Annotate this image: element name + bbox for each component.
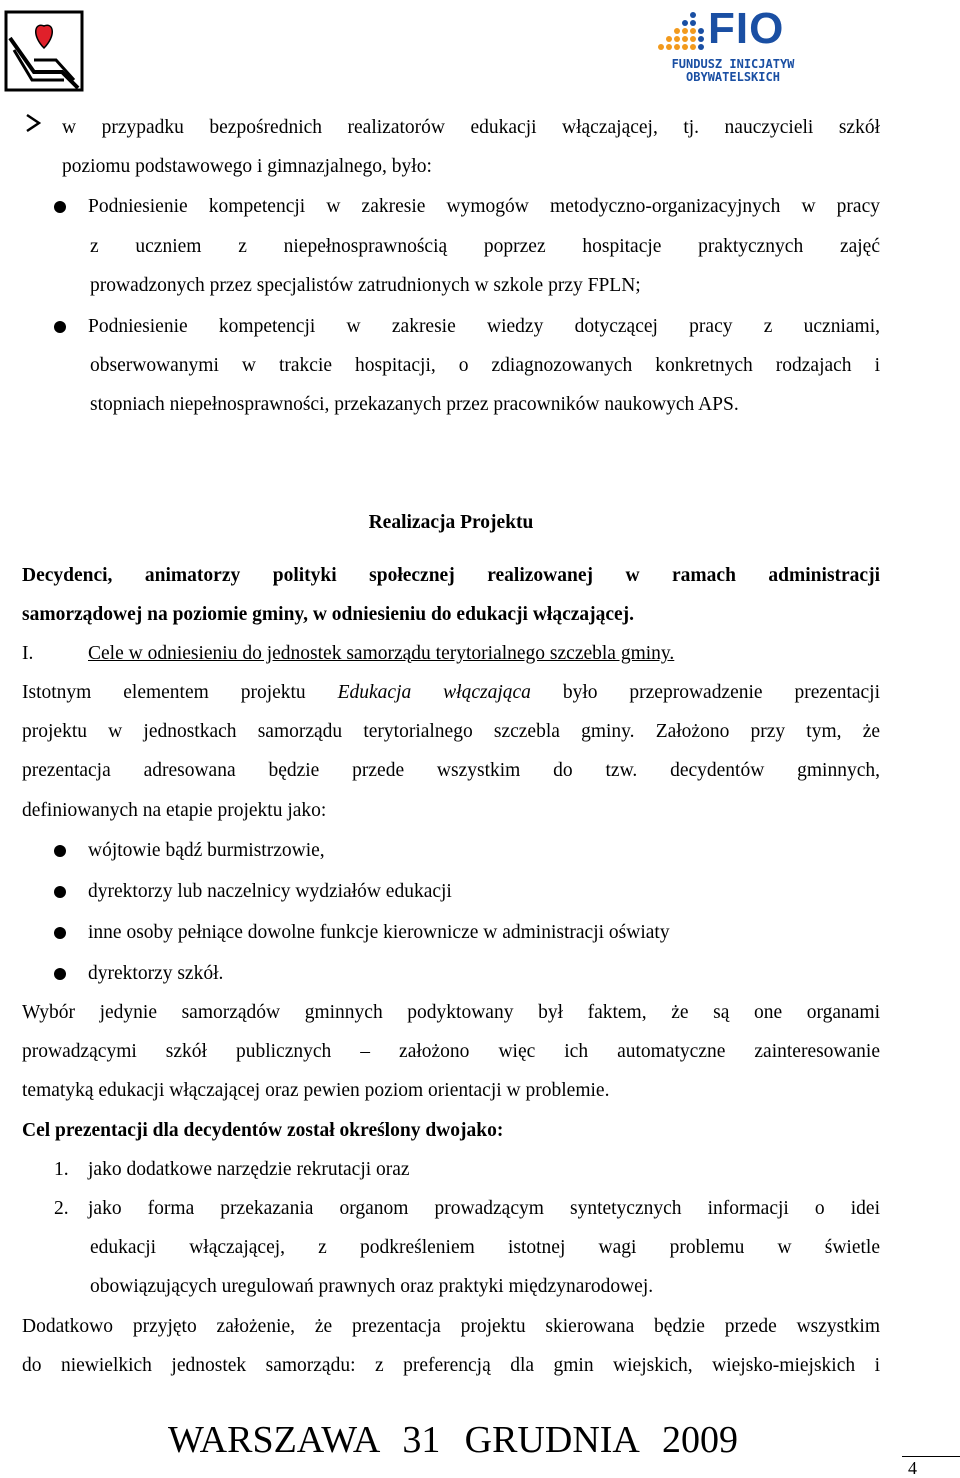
paragraph-line: do niewielkich jednostek samorządu: z preferencją dla gmin wiejskich, wiejsko-miejskich i (22, 1355, 880, 1376)
list-item-continuation: obserwowanymi w trakcie hospitacji, o zdiagnozowanych konkretnych rodzajach i (90, 355, 880, 376)
list-item-continuation: edukacji włączającej, z podkreśleniem istotnej wagi problemu w świetle (90, 1237, 880, 1258)
list-item: Podniesienie kompetencji w zakresie wiedzy dotyczącej pracy z uczniami, (88, 316, 880, 337)
document-body (22, 0, 880, 1410)
roman-numeral: I. (22, 643, 34, 664)
list-item: Podniesienie kompetencji w zakresie wymogów metodyczno-organizacyjnych w pracy (88, 196, 880, 217)
intro-line-1: w przypadku bezpośrednich realizatorów edukacji włączającej, tj. nauczycieli szkół (62, 117, 880, 138)
list-item: dyrektorzy lub naczelnicy wydziałów edukacji (88, 881, 452, 902)
fio-wordmark: FIO (708, 4, 785, 53)
list-item: dyrektorzy szkół. (88, 963, 224, 984)
paragraph-line (22, 679, 880, 707)
bullet-icon (54, 201, 66, 213)
page-number-rule (902, 1456, 960, 1457)
list-item-continuation: z uczniem z niepełnosprawnością poprzez hospitacje praktycznych zajęć (90, 236, 880, 257)
list-item: jako forma przekazania organom prowadzącym syntetycznych informacji o idei (88, 1198, 880, 1219)
bullet-icon (54, 968, 66, 980)
list-item-continuation: obowiązujących uregulowań prawnych oraz praktyki międzynarodowej. (90, 1276, 654, 1297)
project-name: Edukacja włączająca (337, 682, 531, 703)
bullet-icon (54, 321, 66, 333)
list-item-continuation: prowadzonych przez specjalistów zatrudnionych w szkole przy FPLN; (90, 275, 641, 296)
footer-date: WARSZAWA 31 GRUDNIA 2009 (168, 1419, 738, 1461)
paragraph-line: prezentacja adresowana będzie przede wszystkim do tzw. decydentów gminnych, (22, 760, 880, 781)
paragraph-line: tematyką edukacji włączającej oraz pewien poziom orientacji w problemie. (22, 1080, 610, 1101)
list-item-continuation: stopniach niepełnosprawności, przekazanych przez pracowników naukowych APS. (90, 394, 739, 415)
section-heading-line-1: Decydenci, animatorzy polityki społecznej realizowanej w ramach administracji (22, 565, 880, 586)
text-span: Istotnym elementem projektu (22, 682, 306, 703)
section-title: Realizacja Projektu (368, 512, 534, 533)
fio-subtitle-1: FUNDUSZ INICJATYW (671, 57, 795, 71)
list-item: jako dodatkowe narzędzie rekrutacji oraz (88, 1159, 410, 1180)
paragraph-line: prowadzącymi szkół publicznych – założono więc ich automatyczne zainteresowanie (22, 1041, 880, 1062)
paragraph-line: definiowanych na etapie projektu jako: (22, 800, 327, 821)
bullet-icon (54, 927, 66, 939)
section-heading-line-2: samorządowej na poziomie gminy, w odniesieniu do edukacji włączającej. (22, 604, 635, 625)
page-number: 4 (908, 1458, 917, 1478)
arrow-bullet-icon (25, 113, 41, 139)
subheading-text: Cele w odniesieniu do jednostek samorządu terytorialnego szczebla gminy. (88, 643, 675, 664)
goal-heading: Cel prezentacji dla decydentów został określony dwojako: (22, 1120, 504, 1141)
bullet-icon (54, 886, 66, 898)
paragraph-line: Dodatkowo przyjęto założenie, że prezentacja projektu skierowana będzie przede wszystkim (22, 1316, 880, 1337)
paragraph-line: Wybór jedynie samorządów gminnych podyktowany był faktem, że są one organami (22, 1002, 880, 1023)
fio-subtitle-2: OBYWATELSKICH (686, 70, 780, 84)
paragraph-line: projektu w jednostkach samorządu terytorialnego szczebla gminy. Założono przy tym, że (22, 721, 880, 742)
list-item: inne osoby pełniące dowolne funkcje kierownicze w administracji oświaty (88, 922, 670, 943)
subheading (22, 640, 880, 668)
text-span: było przeprowadzenie prezentacji (562, 682, 881, 703)
intro-line-2: poziomu podstawowego i gimnazjalnego, było: (62, 156, 432, 177)
list-number: 1. (54, 1159, 69, 1180)
bullet-icon (54, 845, 66, 857)
list-number: 2. (54, 1198, 69, 1219)
list-item: wójtowie bądź burmistrzowie, (88, 840, 325, 861)
